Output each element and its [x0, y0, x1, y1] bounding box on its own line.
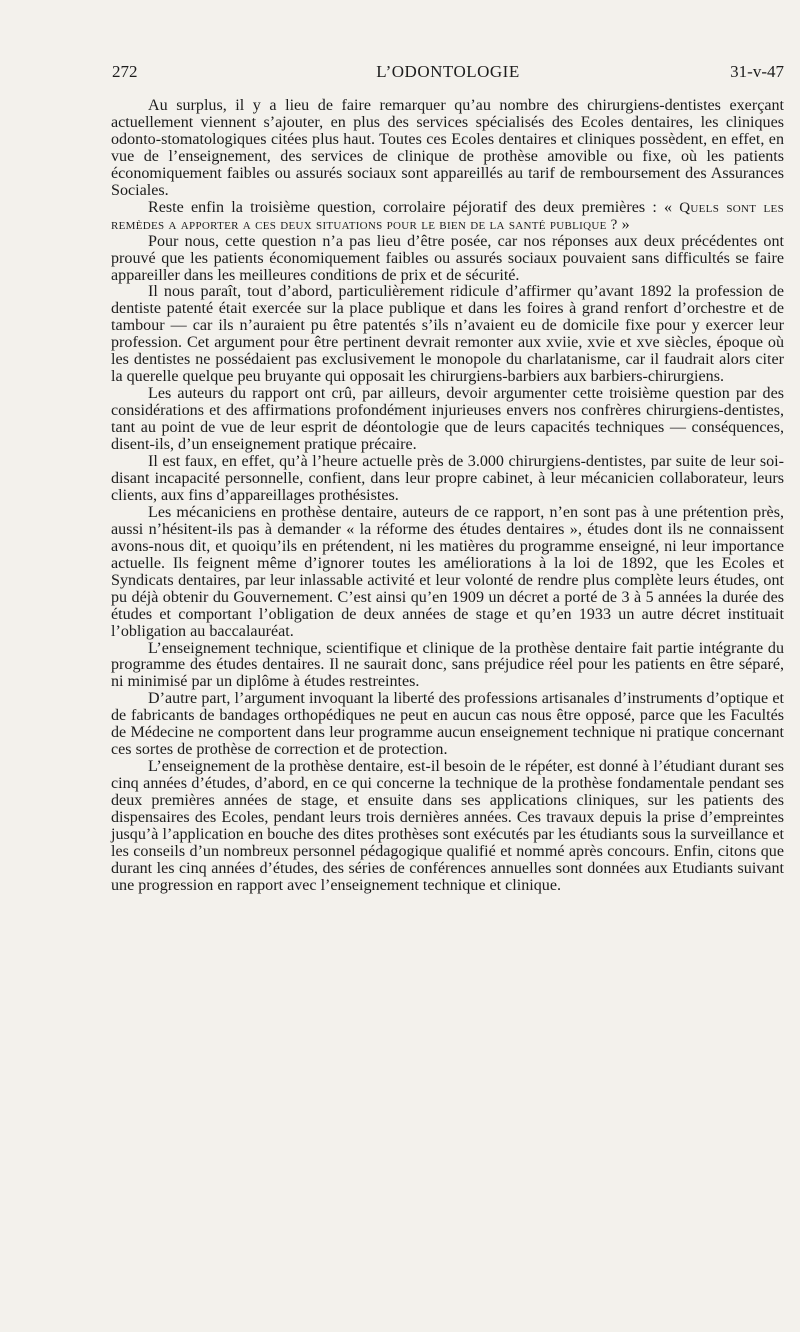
paragraph-question [111, 200, 784, 234]
page-number: 272 [112, 62, 138, 81]
question-intro: Reste enfin la troisième question, corrolaire péjoratif des deux premières : « [148, 198, 680, 216]
paragraph: Au surplus, il y a lieu de faire remarquer qu’au nombre des chirurgiens-dentistes exerçant actuellement viennent s’ajouter, en plus des services spécialisés des Ecoles dentaires, les cliniques odonto-stomatologiques citées plus haut. Toutes ces Ecoles dentaires et cliniques possèdent, en effet, en vue de l’enseignement, des services de clinique de prothèse amovible ou fixe, où les patients économiquement faibles ou assurés sociaux sont appareillés au tarif de remboursement des Assurances Sociales. [111, 97, 784, 199]
question-text: Quels sont les remèdes a apporter a ces deux situations pour le bien de la santé publique ? [111, 199, 784, 233]
paragraph: Les auteurs du rapport ont crû, par ailleurs, devoir argumenter cette troisième question par des considérations et des affirmations profondément injurieuses envers nos confrères chirurgiens-dentistes, tant au point de vue de leur esprit de déontologie que de leurs capacités techniques — conséquences, disent-ils, d’un enseignement pratique précaire. [111, 385, 784, 454]
paragraph: L’enseignement technique, scientifique et clinique de la prothèse dentaire fait partie intégrante du programme des études dentaires. Il ne saurait donc, sans préjudice réel pour les patients en être séparé, ni minimisé par un diplôme à études restreintes. [111, 639, 784, 691]
journal-title: L’ODONTOLOGIE [376, 62, 520, 81]
paragraph: Les mécaniciens en prothèse dentaire, auteurs de ce rapport, n’en sont pas à une prétention près, aussi n’hésitent-ils pas à demander « la réforme des études dentaires », études dont ils ne connaissent avons-nous dit, et quoiqu’ils en prétendent, ni les matières du programme enseigné, ni leur importance actuelle. Ils feignent même d’ignorer toutes les améliorations à la loi de 1892, que les Ecoles et Syndicats dentaires, par leur inlassable activité et leur volonté de rendre plus complète leurs études, ont pu déjà obtenir du Gouvernement. C’est ainsi qu’en 1909 un décret a porté de 3 à 5 années la durée des études et comportant l’obligation de deux années de stage et qu’en 1933 un autre décret instituait l’obligation au baccalauréat. [111, 503, 784, 640]
paragraph: D’autre part, l’argument invoquant la liberté des professions artisanales d’instruments d’optique et de fabricants de bandages orthopédiques ne peut en aucun cas nous être opposé, parce que les Facultés de Médecine ne comportent dans leur programme aucun enseignement technique ni pratique concernant ces sortes de prothèse de correction et de protection. [111, 690, 784, 759]
article-body [111, 98, 784, 895]
paragraph: Il est faux, en effet, qu’à l’heure actuelle près de 3.000 chirurgiens-dentistes, par suite de leur soi-disant incapacité personnelle, confient, dans leur propre cabinet, à leur mécanicien collaborateur, leurs clients, aux fins d’appareillages prothésistes. [111, 453, 784, 504]
paragraph: Pour nous, cette question n’a pas lieu d’être posée, car nos réponses aux deux précédentes ont prouvé que les patients économiquement faibles ou assurés sociaux pouvaient sans difficultés se faire appareiller dans les meilleures conditions de prix et de sécurité. [111, 232, 784, 284]
issue-date: 31-v-47 [730, 62, 784, 81]
paragraph: Il nous paraît, tout d’abord, particulièrement ridicule d’affirmer qu’avant 1892 la profession de dentiste patenté était exercée sur la place publique et dans les foires à grand renfort d’orchestre et de tambour — car ils n’auraient pu être patentés s’ils n’avaient eu de domicile fixe pour y exercer leur profession. Cet argument pour être pertinent devrait remonter aux xviie, xvie et xve siècles, époque où les dentistes ne possédaient pas exclusivement le monopole du charlatanisme, car il faudrait alors citer la querelle quelque peu bruyante qui opposait les chirurgiens-barbiers aux barbiers-chirurgiens. [111, 283, 784, 386]
question-close: » [617, 215, 630, 233]
paragraph: L’enseignement de la prothèse dentaire, est-il besoin de le répéter, est donné à l’étudiant durant ses cinq années d’études, d’abord, en ce qui concerne la technique de la prothèse fondamentale pendant ses deux premières années de stage, et ensuite dans ses applications cliniques, sur les patients des dispensaires des Ecoles, pendant leurs trois dernières années. Ces travaux depuis la prise d’empreintes jusqu’à l’application en bouche des dites prothèses sont exécutés par les étudiants sous la surveillance et les conseils d’un nombreux personnel pédagogique qualifié et nommé après concours. Enfin, citons que durant les cinq années d’études, des séries de conférences annuelles sont données aux Etudiants suivant une progression en rapport avec l’enseignement technique et clinique. [111, 758, 784, 894]
running-header [112, 62, 784, 86]
